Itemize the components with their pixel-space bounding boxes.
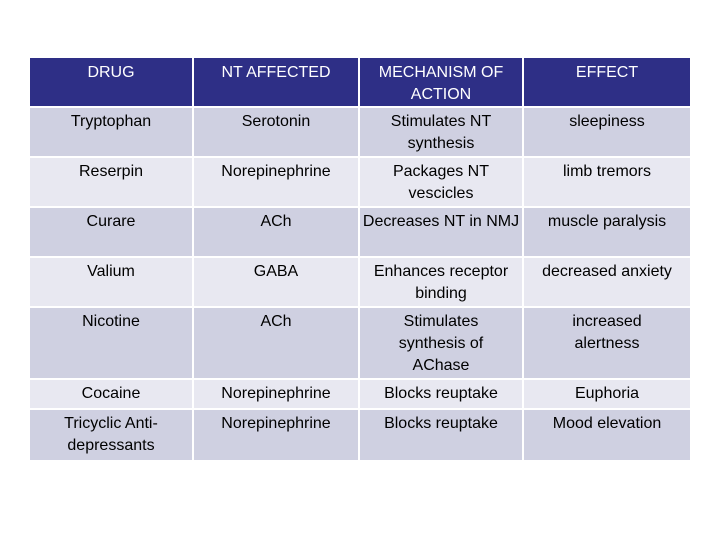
cell-drug: Reserpin bbox=[30, 158, 194, 208]
table-row bbox=[30, 158, 690, 208]
table-row bbox=[30, 410, 690, 462]
cell-mechanism: Enhances receptor binding bbox=[360, 258, 524, 308]
table-header-row bbox=[30, 58, 690, 108]
cell-effect: limb tremors bbox=[524, 158, 690, 208]
cell-mechanism: Blocks reuptake bbox=[360, 410, 524, 462]
header-effect: EFFECT bbox=[524, 58, 690, 108]
cell-nt: ACh bbox=[194, 308, 360, 380]
cell-effect: sleepiness bbox=[524, 108, 690, 158]
cell-drug: Cocaine bbox=[30, 380, 194, 410]
table-row bbox=[30, 108, 690, 158]
cell-nt: Norepinephrine bbox=[194, 380, 360, 410]
cell-drug: Curare bbox=[30, 208, 194, 258]
cell-mechanism: Stimulates NT synthesis bbox=[360, 108, 524, 158]
cell-effect: increased alertness bbox=[524, 308, 690, 380]
header-nt-affected: NT AFFECTED bbox=[194, 58, 360, 108]
cell-effect: decreased anxiety bbox=[524, 258, 690, 308]
cell-drug: Tryptophan bbox=[30, 108, 194, 158]
cell-drug: Valium bbox=[30, 258, 194, 308]
cell-drug: Nicotine bbox=[30, 308, 194, 380]
cell-nt: Serotonin bbox=[194, 108, 360, 158]
cell-mechanism: Stimulates synthesis of AChase bbox=[360, 308, 524, 380]
header-drug: DRUG bbox=[30, 58, 194, 108]
cell-nt: ACh bbox=[194, 208, 360, 258]
cell-nt: Norepinephrine bbox=[194, 410, 360, 462]
table-row bbox=[30, 308, 690, 380]
cell-nt: Norepinephrine bbox=[194, 158, 360, 208]
cell-effect: Mood elevation bbox=[524, 410, 690, 462]
table-row bbox=[30, 258, 690, 308]
cell-mechanism: Blocks reuptake bbox=[360, 380, 524, 410]
cell-mechanism: Decreases NT in NMJ bbox=[360, 208, 524, 258]
table-row bbox=[30, 380, 690, 410]
drug-effects-table bbox=[30, 58, 690, 462]
cell-mechanism: Packages NT vescicles bbox=[360, 158, 524, 208]
header-mechanism: MECHANISM OF ACTION bbox=[360, 58, 524, 108]
table-row bbox=[30, 208, 690, 258]
cell-nt: GABA bbox=[194, 258, 360, 308]
cell-effect: Euphoria bbox=[524, 380, 690, 410]
cell-effect: muscle paralysis bbox=[524, 208, 690, 258]
cell-drug: Tricyclic Anti-depressants bbox=[30, 410, 194, 462]
